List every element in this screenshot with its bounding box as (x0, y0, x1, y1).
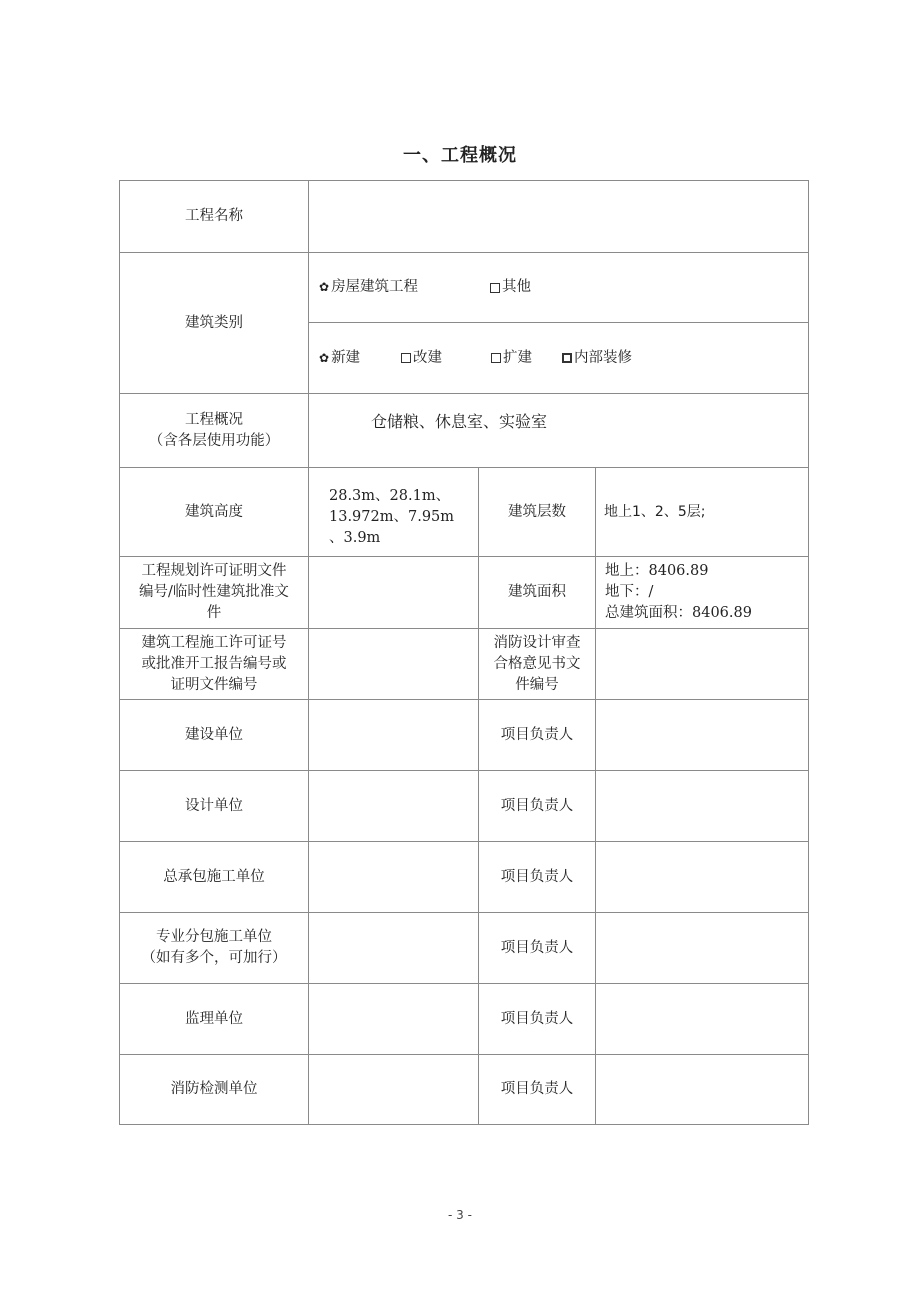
fire-inspection-unit-person-value[interactable] (595, 1054, 809, 1125)
design-unit-value[interactable] (308, 770, 479, 842)
supervision-unit-value[interactable] (308, 983, 479, 1055)
supervision-unit-label: 监理单位 (119, 983, 309, 1055)
subcontractor-person-label: 项目负责人 (478, 912, 596, 984)
gear-icon: ✿ (319, 280, 330, 294)
design-unit-person-label: 项目负责人 (478, 770, 596, 842)
building-floors-label: 建筑层数 (478, 467, 596, 557)
checkbox-bold-icon (562, 353, 572, 363)
option-other[interactable]: 其他 (490, 253, 531, 322)
subcontractor-person-value[interactable] (595, 912, 809, 984)
construction-permit-value[interactable] (308, 628, 479, 700)
gear-icon: ✿ (319, 350, 330, 365)
option-rebuild[interactable]: 改建 (401, 323, 442, 393)
building-height-label: 建筑高度 (119, 467, 309, 557)
general-contractor-label: 总承包施工单位 (119, 841, 309, 913)
building-category-label: 建筑类别 (119, 252, 309, 394)
building-category-line1 (308, 252, 809, 323)
overview-label: 工程概况 （含各层使用功能） (119, 393, 309, 468)
checkbox-icon (491, 353, 501, 363)
option-extension[interactable]: 扩建 (491, 323, 532, 393)
construction-unit-value[interactable] (308, 699, 479, 771)
option-new-build[interactable]: ✿ 新建 (319, 323, 360, 393)
page-number: - 3 - (448, 1208, 472, 1222)
general-contractor-value[interactable] (308, 841, 479, 913)
building-area-label: 建筑面积 (478, 556, 596, 629)
construction-unit-person-label: 项目负责人 (478, 699, 596, 771)
page-title: 一、工程概况 (403, 145, 517, 166)
project-name-field[interactable] (308, 180, 809, 253)
subcontractor-value[interactable] (308, 912, 479, 984)
general-contractor-person-value[interactable] (595, 841, 809, 913)
subcontractor-label: 专业分包施工单位 （如有多个，可加行） (119, 912, 309, 984)
construction-unit-person-value[interactable] (595, 699, 809, 771)
project-name-label: 工程名称 (119, 180, 309, 253)
checkbox-icon (401, 353, 411, 363)
design-unit-label: 设计单位 (119, 770, 309, 842)
checkbox-icon (490, 283, 500, 293)
fire-design-approval-value[interactable] (595, 628, 809, 700)
fire-inspection-unit-value[interactable] (308, 1054, 479, 1125)
general-contractor-person-label: 项目负责人 (478, 841, 596, 913)
supervision-unit-person-label: 项目负责人 (478, 983, 596, 1055)
design-unit-person-value[interactable] (595, 770, 809, 842)
planning-permit-label: 工程规划许可证明文件 编号/临时性建筑批准文 件 (119, 556, 309, 629)
building-area-value[interactable]: 地上：8406.89 地下：/ 总建筑面积：8406.89 (595, 556, 809, 629)
building-floors-value[interactable]: 地上1、2、5层; (595, 467, 809, 557)
fire-design-approval-label: 消防设计审查 合格意见书文 件编号 (478, 628, 596, 700)
construction-unit-label: 建设单位 (119, 699, 309, 771)
fire-inspection-unit-person-label: 项目负责人 (478, 1054, 596, 1125)
fire-inspection-unit-label: 消防检测单位 (119, 1054, 309, 1125)
supervision-unit-person-value[interactable] (595, 983, 809, 1055)
building-category-line2 (308, 322, 809, 394)
overview-value[interactable]: 仓储粮、休息室、实验室 (308, 393, 809, 468)
building-height-value[interactable]: 28.3m、28.1m、 13.972m、7.95m 、3.9m (308, 467, 479, 557)
planning-permit-value[interactable] (308, 556, 479, 629)
option-interior-decoration[interactable]: 内部装修 (562, 323, 632, 393)
construction-permit-label: 建筑工程施工许可证号 或批准开工报告编号或 证明文件编号 (119, 628, 309, 700)
option-building-construction[interactable]: ✿ 房屋建筑工程 (319, 253, 418, 322)
